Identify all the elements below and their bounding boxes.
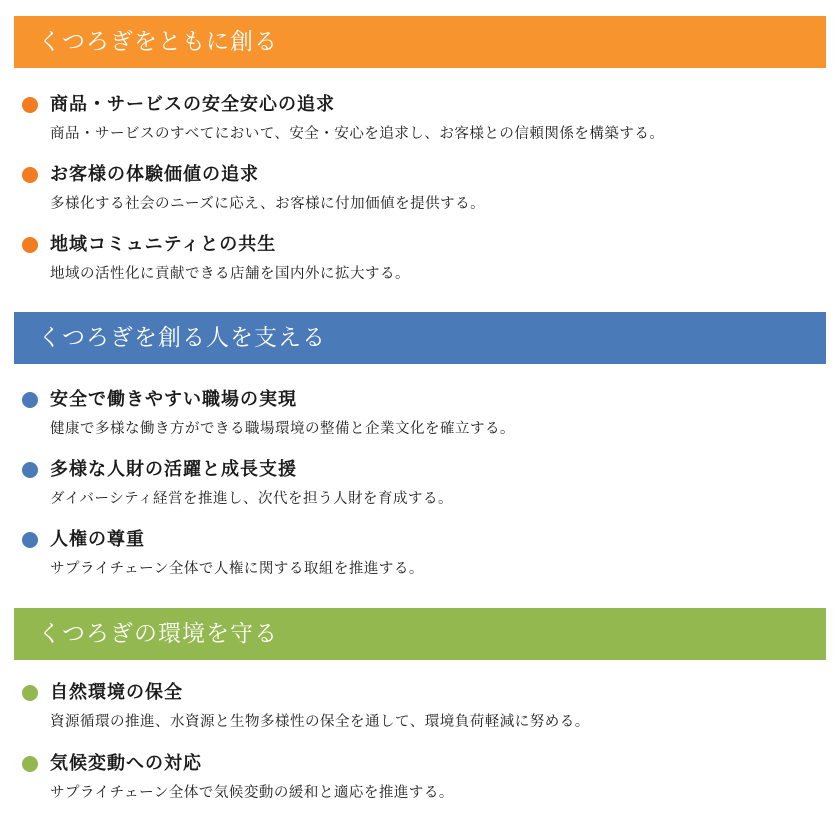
section-heading: くつろぎの環境を守る [14,608,826,660]
bullet-dot-icon [22,532,38,548]
bullet-dot-icon [22,462,38,478]
bullet-dot-icon [22,392,38,408]
item-description: ダイバーシティ経営を推進し、次代を担う人財を育成する。 [50,491,453,507]
item-description: サプライチェーン全体で人権に関する取組を推進する。 [50,561,424,577]
item-description: 商品・サービスのすべてにおいて、安全・安心を追求し、お客様との信頼関係を構築する。 [50,126,665,142]
bullet-dot-icon [22,167,38,183]
item-description: 多様化する社会のニーズに応え、お客様に付加価値を提供する。 [50,196,486,212]
item-title: 多様な人財の活躍と成長支援 [50,459,297,480]
bullet-dot-icon [22,685,38,701]
bullet-dot-icon [22,237,38,253]
item-title: 自然環境の保全 [50,682,183,703]
item-title: 安全で働きやすい職場の実現 [50,389,297,410]
item-title: 商品・サービスの安全安心の追求 [50,94,335,115]
item-description: 健康で多様な働き方ができる職場環境の整備と企業文化を確立する。 [50,421,515,437]
item-title: 地域コミュニティとの共生 [50,234,277,255]
section-heading: くつろぎを創る人を支える [14,312,826,364]
bullet-dot-icon [22,97,38,113]
bullet-dot-icon [22,756,38,772]
item-title: 人権の尊重 [50,529,145,550]
item-title: 気候変動への対応 [50,753,202,774]
item-description: 地域の活性化に貢献できる店舗を国内外に拡大する。 [50,266,410,282]
item-description: サプライチェーン全体で気候変動の緩和と適応を推進する。 [50,785,454,801]
section-heading: くつろぎをともに創る [14,16,826,68]
item-description: 資源循環の推進、水資源と生物多様性の保全を通して、環境負荷軽減に努める。 [50,714,590,730]
item-title: お客様の体験価値の追求 [50,164,259,185]
